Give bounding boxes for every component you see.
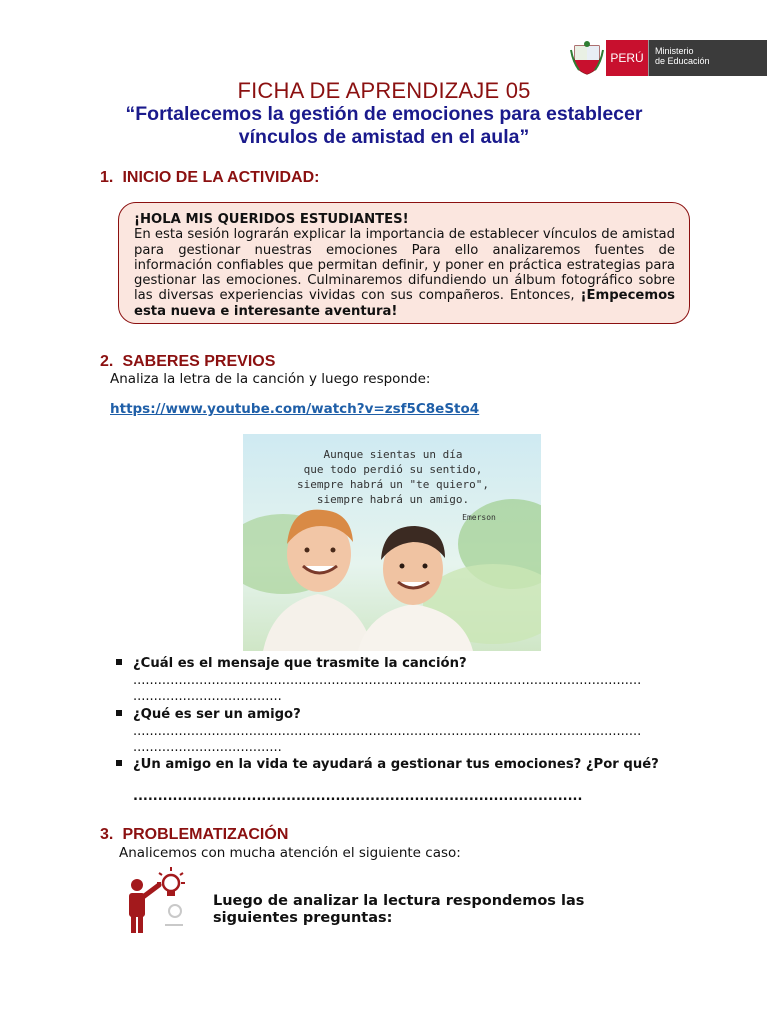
answer-3-line1[interactable]: ........................................................................................... — [133, 789, 583, 804]
coat-of-arms-icon — [570, 40, 604, 76]
page-title: FICHA DE APRENDIZAJE 05 — [237, 78, 531, 103]
subtitle-line1: “Fortalecemos la gestión de emociones para establecer — [125, 103, 643, 125]
question-2-text: ¿Qué es ser un amigo? — [133, 707, 301, 722]
question-1-text: ¿Cuál es el mensaje que trasmite la canción? — [133, 656, 467, 671]
reading-prompt-line1: Luego de analizar la lectura respondemos las — [213, 893, 585, 909]
quote-line4: siempre habrá un amigo. — [316, 493, 470, 506]
intro-greeting: ¡HOLA MIS QUERIDOS ESTUDIANTES! — [134, 212, 409, 227]
section2-instruction: Analiza la letra de la canción y luego responde: — [110, 371, 431, 387]
minedu-logo — [570, 40, 767, 76]
answer-1-line1[interactable]: ........................................................................................................................... — [133, 673, 642, 688]
answer-2-line1[interactable]: ........................................................................................................................... — [133, 724, 642, 739]
section1-heading — [100, 169, 319, 187]
youtube-link[interactable]: https://www.youtube.com/watch?v=zsf5C8eSto4 — [110, 401, 480, 417]
page-subtitle — [84, 103, 684, 149]
section2-heading — [100, 353, 275, 371]
section2-number: 2. — [100, 353, 114, 370]
friends-illustration-svg — [243, 434, 541, 651]
friends-illustration — [243, 434, 541, 651]
section3-title: PROBLEMATIZACIÓN — [122, 826, 289, 843]
question-2 — [116, 707, 676, 757]
quote-author: Emerson — [462, 513, 496, 522]
brand-ministry-line1: Ministerio — [655, 46, 694, 56]
section1-title: INICIO DE LA ACTIVIDAD: — [122, 169, 320, 186]
quote-line1: Aunque sientas un día — [323, 448, 463, 461]
subtitle-line2: vínculos de amistad en el aula” — [238, 126, 530, 148]
question-3-text: ¿Un amigo en la vida te ayudará a gestionar tus emociones? ¿Por qué? — [133, 757, 659, 772]
reading-prompt-line2: siguientes preguntas: — [213, 910, 393, 926]
intro-body: En esta sesión lograrán explicar la importancia de establecer vínculos de amistad para gestionar nuestras emociones Para ello analizaremos fuentes de información confiables que permitan definir, y poner en práctica estrategias para gestionar las emociones. Culminaremos difundiendo un álbum fotográfico sobre las diversas experiencias vividas con sus compañeros. Entonces, — [134, 227, 675, 304]
answer-2-line2[interactable]: .................................... — [133, 740, 282, 755]
intro-text — [134, 212, 675, 318]
section3-number: 3. — [100, 826, 114, 843]
quote-line2: que todo perdió su sentido, — [303, 463, 483, 476]
intro-box[interactable] — [118, 202, 690, 324]
section3-heading — [100, 826, 288, 844]
section2-title: SABERES PREVIOS — [122, 353, 276, 370]
question-3 — [116, 757, 676, 807]
reading-prompt — [213, 893, 673, 927]
intro-body-bold: ¡Empecemos esta nueva e interesante aventura! — [134, 288, 675, 318]
question-1 — [116, 656, 676, 706]
section1-number: 1. — [100, 169, 114, 186]
brand-country: PERÚ — [606, 40, 648, 76]
bullet-icon — [116, 659, 122, 665]
bullet-icon — [116, 760, 122, 766]
answer-1-line2[interactable]: .................................... — [133, 689, 282, 704]
section3-instruction: Analicemos con mucha atención el siguiente caso: — [119, 845, 461, 861]
brand-ministry — [648, 40, 767, 76]
bullet-icon — [116, 710, 122, 716]
idea-person-icon — [125, 865, 187, 935]
brand-ministry-line2: de Educación — [655, 56, 710, 66]
quote-line3: siempre habrá un "te quiero", — [296, 478, 490, 491]
